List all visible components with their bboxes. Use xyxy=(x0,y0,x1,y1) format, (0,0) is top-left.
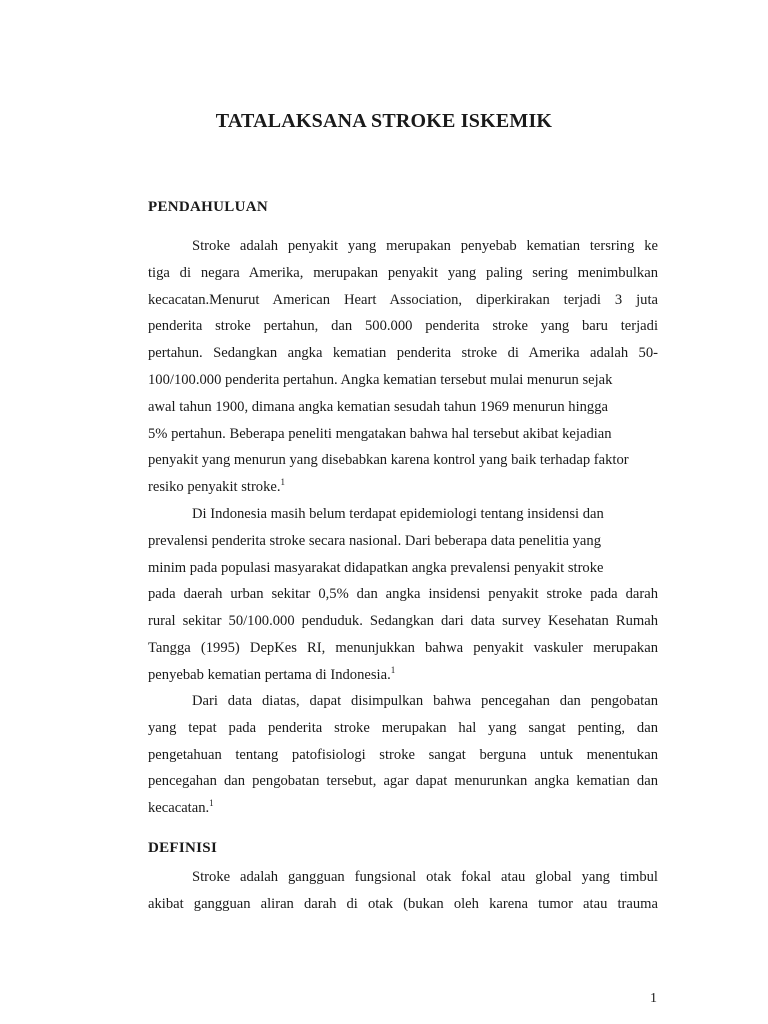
text-line: pencegahan dan pengobatan tersebut, agar dapat menurunkan angka kematian dan xyxy=(148,773,658,790)
paragraph-intro-1 xyxy=(148,233,658,501)
paragraph-intro-3 xyxy=(148,688,658,822)
text-line: prevalensi penderita stroke secara nasional. Dari beberapa data penelitia yang xyxy=(148,532,602,549)
text-line: penyakit yang menurun yang disebabkan karena kontrol yang baik terhadap faktor xyxy=(148,452,629,469)
text-line: Di Indonesia masih belum terdapat epidemiologi tentang insidensi dan xyxy=(192,506,604,522)
text-line: tiga di negara Amerika, merupakan penyakit yang paling sering menimbulkan xyxy=(148,264,658,281)
text-line-content: kecacatan. xyxy=(148,800,210,817)
text-line: Tangga (1995) DepKes RI, menunjukkan bahwa penyakit vaskuler merupakan xyxy=(148,639,658,656)
section-heading-pendahuluan: PENDAHULUAN xyxy=(148,199,268,215)
text-line xyxy=(148,474,658,501)
text-line: 5% pertahun. Beberapa peneliti mengatakan bahwa hal tersebut akibat kejadian xyxy=(148,425,612,442)
text-line: 100/100.000 penderita pertahun. Angka kematian tersebut mulai menurun sejak xyxy=(148,371,613,388)
paragraph-definisi-1 xyxy=(148,864,658,918)
document-title: TATALAKSANA STROKE ISKEMIK xyxy=(215,110,553,132)
reference-marker: 1 xyxy=(209,798,214,809)
section-heading-definisi: DEFINISI xyxy=(148,840,218,856)
text-line: yang tepat pada penderita stroke merupakan hal yang sangat penting, dan xyxy=(148,719,658,736)
text-line xyxy=(148,795,658,822)
text-line: pertahun. Sedangkan angka kematian penderita stroke di Amerika adalah 50- xyxy=(148,345,658,362)
text-line: Stroke adalah gangguan fungsional otak fokal atau global yang timbul xyxy=(192,869,658,885)
page-number: 1 xyxy=(650,991,657,1006)
paragraph-intro-2 xyxy=(148,501,658,689)
text-line: Dari data diatas, dapat disimpulkan bahwa pencegahan dan pengobatan xyxy=(192,693,658,709)
text-line-content: penyebab kematian pertama di Indonesia. xyxy=(148,666,391,683)
reference-marker: 1 xyxy=(280,477,286,488)
text-line: pengetahuan tentang patofisiologi stroke sangat berguna untuk menentukan xyxy=(148,746,658,763)
text-line-content: resiko penyakit stroke. xyxy=(148,479,281,496)
text-line: kecacatan.Menurut American Heart Association, diperkirakan terjadi 3 juta xyxy=(148,291,658,308)
text-line xyxy=(148,662,658,689)
text-line: Stroke adalah penyakit yang merupakan penyebab kematian tersring ke xyxy=(192,238,658,254)
text-line: minim pada populasi masyarakat didapatkan angka prevalensi penyakit stroke xyxy=(148,559,604,576)
text-line: akibat gangguan aliran darah di otak (bukan oleh karena tumor atau trauma xyxy=(148,895,658,912)
text-line: pada daerah urban sekitar 0,5% dan angka insidensi penyakit stroke pada darah xyxy=(148,586,658,603)
text-line: awal tahun 1900, dimana angka kematian sesudah tahun 1969 menurun hingga xyxy=(148,398,608,415)
reference-marker: 1 xyxy=(390,664,396,675)
text-line: penderita stroke pertahun, dan 500.000 penderita stroke yang baru terjadi xyxy=(148,318,658,335)
text-line: rural sekitar 50/100.000 penduduk. Sedangkan dari data survey Kesehatan Rumah xyxy=(148,613,658,630)
